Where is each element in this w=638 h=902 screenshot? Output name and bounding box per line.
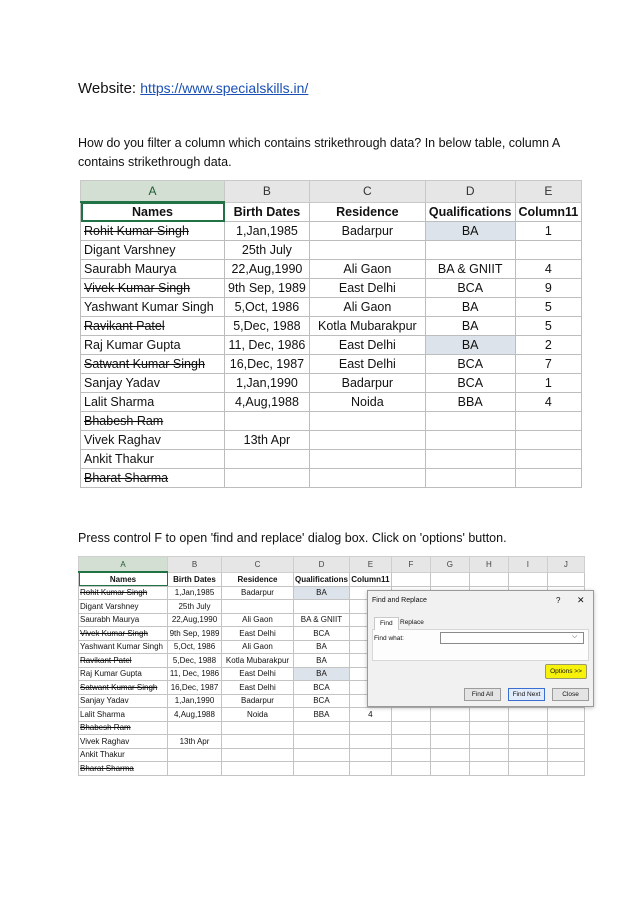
table-row — [81, 355, 582, 374]
help-button[interactable]: ? — [556, 596, 561, 605]
column-letter-c[interactable]: C — [222, 557, 294, 573]
table-cell[interactable]: BBA — [425, 393, 515, 412]
table-cell[interactable]: BCA — [425, 374, 515, 393]
table-cell[interactable]: BA — [294, 640, 350, 654]
table-cell[interactable] — [294, 748, 350, 762]
table-cell[interactable]: Saurabh Maurya — [81, 260, 225, 279]
table-cell[interactable] — [294, 600, 350, 614]
table-cell[interactable]: 1,Jan,1990 — [168, 694, 222, 708]
column-letter-b[interactable]: B — [225, 181, 310, 203]
table-cell[interactable] — [222, 762, 294, 776]
table-cell[interactable]: 11, Dec, 1986 — [168, 667, 222, 681]
table-cell[interactable]: Vivek Raghav — [79, 735, 168, 749]
table-cell[interactable] — [547, 762, 584, 776]
table-cell[interactable]: Kotla Mubarakpur — [222, 654, 294, 668]
column-header[interactable] — [547, 572, 584, 586]
column-letter-d[interactable]: D — [294, 557, 350, 573]
table-cell[interactable] — [391, 708, 430, 722]
table-cell[interactable] — [391, 735, 430, 749]
table-cell[interactable]: Sanjay Yadav — [81, 374, 225, 393]
table-cell[interactable]: 22,Aug,1990 — [168, 613, 222, 627]
table-cell[interactable]: 16,Dec, 1987 — [168, 681, 222, 695]
table-cell[interactable] — [508, 721, 547, 735]
table-cell[interactable]: 25th July — [225, 241, 310, 260]
table-cell[interactable]: Lalit Sharma — [79, 708, 168, 722]
table-row — [81, 222, 582, 241]
table-cell[interactable]: East Delhi — [222, 681, 294, 695]
table-row — [81, 241, 582, 260]
column-header[interactable]: Birth Dates — [225, 202, 310, 222]
table-row — [79, 721, 585, 735]
table-cell[interactable]: BA & GNIIT — [425, 260, 515, 279]
table-cell[interactable]: Vivek Raghav — [81, 431, 225, 450]
table-cell[interactable] — [349, 762, 391, 776]
column-letter-b[interactable]: B — [168, 557, 222, 573]
table-cell[interactable]: Digant Varshney — [81, 241, 225, 260]
column-header[interactable]: Residence — [222, 572, 294, 586]
table-row — [79, 748, 585, 762]
table-cell[interactable]: Vivek Kumar Singh — [79, 627, 168, 641]
table-cell[interactable]: 1 — [515, 222, 582, 241]
table-cell[interactable]: East Delhi — [222, 627, 294, 641]
table-cell[interactable] — [425, 469, 515, 488]
table-cell[interactable] — [547, 708, 584, 722]
table-cell[interactable]: 11, Dec, 1986 — [225, 336, 310, 355]
table-cell[interactable]: 1,Jan,1985 — [168, 586, 222, 600]
table-row — [79, 735, 585, 749]
column-header[interactable]: Qualifications — [425, 202, 515, 222]
table-cell[interactable]: BA — [294, 667, 350, 681]
table-cell[interactable]: 1,Jan,1990 — [225, 374, 310, 393]
table-cell[interactable]: Lalit Sharma — [81, 393, 225, 412]
table-cell[interactable] — [309, 412, 425, 431]
find-what-input[interactable] — [440, 632, 584, 644]
table-cell[interactable]: Bharat Sharma — [81, 469, 225, 488]
table-cell[interactable] — [222, 735, 294, 749]
table-cell[interactable]: East Delhi — [222, 667, 294, 681]
table-cell[interactable]: BA — [294, 654, 350, 668]
close-button[interactable]: Close — [552, 688, 589, 701]
table-cell[interactable] — [430, 762, 469, 776]
table-cell[interactable] — [222, 600, 294, 614]
table-cell[interactable] — [515, 241, 582, 260]
table-cell[interactable] — [294, 721, 350, 735]
table-cell[interactable]: BA — [425, 222, 515, 241]
table-cell[interactable] — [508, 708, 547, 722]
table-cell[interactable] — [309, 450, 425, 469]
table-cell[interactable]: Rohit Kumar Singh — [81, 222, 225, 241]
column-letter-h[interactable]: H — [469, 557, 508, 573]
column-header[interactable]: Qualifications — [294, 572, 350, 586]
column-header[interactable]: Column11 — [349, 572, 391, 586]
close-icon[interactable]: ✕ — [577, 595, 585, 605]
table-cell[interactable]: 1 — [515, 374, 582, 393]
table-cell[interactable]: 25th July — [168, 600, 222, 614]
table-cell[interactable] — [349, 735, 391, 749]
column-letter-c[interactable]: C — [309, 181, 425, 203]
find-replace-dialog — [367, 590, 594, 707]
column-letter-e[interactable]: E — [515, 181, 582, 203]
table-cell[interactable]: Ravikant Patel — [81, 317, 225, 336]
column-letter-a[interactable]: A — [79, 557, 168, 573]
tab-find[interactable]: Find — [374, 617, 399, 630]
table-cell[interactable]: BCA — [294, 694, 350, 708]
table-cell[interactable]: Ankit Thakur — [79, 748, 168, 762]
table-cell[interactable] — [425, 412, 515, 431]
table-row — [81, 412, 582, 431]
table-cell[interactable]: Saurabh Maurya — [79, 613, 168, 627]
table-cell[interactable]: Digant Varshney — [79, 600, 168, 614]
table-cell[interactable]: 5,Dec, 1988 — [168, 654, 222, 668]
table-row — [81, 279, 582, 298]
column-letter-j[interactable]: J — [547, 557, 584, 573]
table-row — [81, 393, 582, 412]
column-letter-i[interactable]: I — [508, 557, 547, 573]
table-cell[interactable]: Ankit Thakur — [81, 450, 225, 469]
table-cell[interactable] — [225, 469, 310, 488]
table-cell[interactable]: 4 — [515, 393, 582, 412]
table-row — [81, 469, 582, 488]
table-cell[interactable]: Ali Gaon — [309, 298, 425, 317]
table-cell[interactable] — [425, 431, 515, 450]
column-header[interactable] — [508, 572, 547, 586]
table-cell[interactable]: Bharat Sharma — [79, 762, 168, 776]
table-cell[interactable]: 16,Dec, 1987 — [225, 355, 310, 374]
table-cell[interactable]: 5 — [515, 317, 582, 336]
table-cell[interactable]: BCA — [294, 627, 350, 641]
table-cell[interactable]: BCA — [294, 681, 350, 695]
table-cell[interactable] — [547, 721, 584, 735]
column-letter-g[interactable]: G — [430, 557, 469, 573]
column-header[interactable]: Residence — [309, 202, 425, 222]
header-row — [79, 572, 585, 586]
table-cell[interactable]: 9th Sep, 1989 — [225, 279, 310, 298]
table-cell[interactable]: Ali Gaon — [222, 640, 294, 654]
table-cell[interactable]: Badarpur — [222, 694, 294, 708]
table-row — [81, 431, 582, 450]
table-cell[interactable] — [222, 721, 294, 735]
find-next-button[interactable]: Find Next — [508, 688, 545, 701]
column-header[interactable] — [391, 572, 430, 586]
chevron-down-icon[interactable]: ⌵ — [572, 633, 578, 640]
table-cell[interactable]: East Delhi — [309, 279, 425, 298]
table-cell[interactable] — [391, 721, 430, 735]
table-row — [81, 374, 582, 393]
website-line — [78, 80, 308, 97]
column-header[interactable]: Column11 — [515, 202, 582, 222]
table-cell[interactable]: Badarpur — [222, 586, 294, 600]
table-cell[interactable]: Raj Kumar Gupta — [81, 336, 225, 355]
table-cell[interactable] — [469, 748, 508, 762]
table-cell[interactable]: Yashwant Kumar Singh — [81, 298, 225, 317]
table-cell[interactable] — [294, 762, 350, 776]
table-cell[interactable]: 5 — [515, 298, 582, 317]
table-cell[interactable]: Yashwant Kumar Singh — [79, 640, 168, 654]
website-label: Website: — [78, 80, 137, 97]
table-cell[interactable]: Vivek Kumar Singh — [81, 279, 225, 298]
column-header[interactable] — [430, 572, 469, 586]
table-cell[interactable] — [168, 748, 222, 762]
table-cell[interactable]: 9 — [515, 279, 582, 298]
table-cell[interactable]: Raj Kumar Gupta — [79, 667, 168, 681]
table-row — [81, 336, 582, 355]
table-cell[interactable] — [430, 735, 469, 749]
table-cell[interactable] — [222, 748, 294, 762]
table-cell[interactable]: 5,Dec, 1988 — [225, 317, 310, 336]
table-cell[interactable]: BCA — [425, 279, 515, 298]
table-cell[interactable] — [391, 762, 430, 776]
table-cell[interactable]: BCA — [425, 355, 515, 374]
find-all-button[interactable]: Find All — [464, 688, 501, 701]
table-cell[interactable]: Ali Gaon — [309, 260, 425, 279]
table-cell[interactable]: 4 — [349, 708, 391, 722]
table-cell[interactable]: BA — [425, 336, 515, 355]
paragraph-intro: How do you filter a column which contains strikethrough data? In below table, column A contains strikethrough data. — [78, 136, 560, 169]
sheet1-table — [80, 180, 582, 488]
table-cell[interactable]: Satwant Kumar Singh — [81, 355, 225, 374]
spreadsheet-1 — [80, 180, 582, 488]
table-cell[interactable]: 5,Oct, 1986 — [225, 298, 310, 317]
table-cell[interactable]: BA — [425, 317, 515, 336]
table-row — [81, 317, 582, 336]
column-letter-a[interactable]: A — [81, 181, 225, 203]
table-cell[interactable] — [547, 748, 584, 762]
table-cell[interactable] — [168, 762, 222, 776]
table-cell[interactable]: Badarpur — [309, 374, 425, 393]
table-cell[interactable]: 1,Jan,1985 — [225, 222, 310, 241]
table-cell[interactable]: Ravikant Patel — [79, 654, 168, 668]
table-cell[interactable]: 2 — [515, 336, 582, 355]
table-cell[interactable]: Noida — [309, 393, 425, 412]
table-cell[interactable] — [515, 450, 582, 469]
table-cell[interactable] — [508, 735, 547, 749]
table-cell[interactable]: East Delhi — [309, 355, 425, 374]
table-cell[interactable] — [430, 748, 469, 762]
table-cell[interactable] — [515, 469, 582, 488]
table-row — [81, 298, 582, 317]
table-cell[interactable]: 13th Apr — [168, 735, 222, 749]
website-link[interactable]: https://www.specialskills.in/ — [140, 80, 309, 96]
table-cell[interactable] — [225, 450, 310, 469]
table-cell[interactable] — [391, 748, 430, 762]
table-cell[interactable] — [309, 431, 425, 450]
options-button[interactable]: Options >> — [545, 664, 587, 679]
column-letter-f[interactable]: F — [391, 557, 430, 573]
column-header[interactable]: Names — [79, 572, 168, 586]
table-cell[interactable]: 5,Oct, 1986 — [168, 640, 222, 654]
table-cell[interactable] — [515, 431, 582, 450]
table-cell[interactable]: Bhabesh Ram — [79, 721, 168, 735]
table-cell[interactable] — [469, 762, 508, 776]
header-row — [81, 202, 582, 222]
table-cell[interactable] — [469, 735, 508, 749]
table-cell[interactable] — [469, 721, 508, 735]
table-cell[interactable] — [309, 241, 425, 260]
table-cell[interactable] — [515, 412, 582, 431]
column-letter-e[interactable]: E — [349, 557, 391, 573]
table-cell[interactable] — [508, 762, 547, 776]
table-cell[interactable]: Noida — [222, 708, 294, 722]
table-cell[interactable]: Badarpur — [309, 222, 425, 241]
tab-replace[interactable]: Replace — [400, 619, 424, 626]
table-cell[interactable]: BBA — [294, 708, 350, 722]
table-cell[interactable] — [309, 469, 425, 488]
dialog-title: Find and Replace — [372, 597, 427, 604]
column-letter-d[interactable]: D — [425, 181, 515, 203]
column-header[interactable]: Birth Dates — [168, 572, 222, 586]
table-cell[interactable]: 22,Aug,1990 — [225, 260, 310, 279]
table-row — [81, 260, 582, 279]
table-cell[interactable] — [430, 721, 469, 735]
table-cell[interactable]: 13th Apr — [225, 431, 310, 450]
table-cell[interactable] — [294, 735, 350, 749]
table-cell[interactable]: Ali Gaon — [222, 613, 294, 627]
paragraph-instruction: Press control F to open 'find and replace' dialog box. Click on 'options' button. — [78, 531, 507, 545]
table-cell[interactable]: East Delhi — [309, 336, 425, 355]
column-header[interactable]: Names — [81, 202, 225, 222]
table-cell[interactable] — [349, 748, 391, 762]
table-cell[interactable] — [425, 241, 515, 260]
find-what-label: Find what: — [374, 635, 404, 642]
table-row — [81, 450, 582, 469]
table-cell[interactable]: 9th Sep, 1989 — [168, 627, 222, 641]
table-cell[interactable] — [430, 708, 469, 722]
table-cell[interactable]: Satwant Kumar Singh — [79, 681, 168, 695]
table-cell[interactable] — [168, 721, 222, 735]
table-cell[interactable]: 7 — [515, 355, 582, 374]
table-cell[interactable]: Rohit Kumar Singh — [79, 586, 168, 600]
table-cell[interactable]: Kotla Mubarakpur — [309, 317, 425, 336]
table-cell[interactable] — [225, 412, 310, 431]
table-cell[interactable]: Bhabesh Ram — [81, 412, 225, 431]
table-cell[interactable]: 4 — [515, 260, 582, 279]
table-cell[interactable]: BA — [425, 298, 515, 317]
table-row — [79, 762, 585, 776]
table-cell[interactable] — [425, 450, 515, 469]
column-header[interactable] — [469, 572, 508, 586]
table-cell[interactable] — [547, 735, 584, 749]
table-cell[interactable]: BA — [294, 586, 350, 600]
table-cell[interactable]: 4,Aug,1988 — [225, 393, 310, 412]
table-cell[interactable] — [349, 721, 391, 735]
table-cell[interactable]: 4,Aug,1988 — [168, 708, 222, 722]
table-cell[interactable]: BA & GNIIT — [294, 613, 350, 627]
table-row — [79, 708, 585, 722]
table-cell[interactable]: Sanjay Yadav — [79, 694, 168, 708]
table-cell[interactable] — [508, 748, 547, 762]
table-cell[interactable] — [469, 708, 508, 722]
